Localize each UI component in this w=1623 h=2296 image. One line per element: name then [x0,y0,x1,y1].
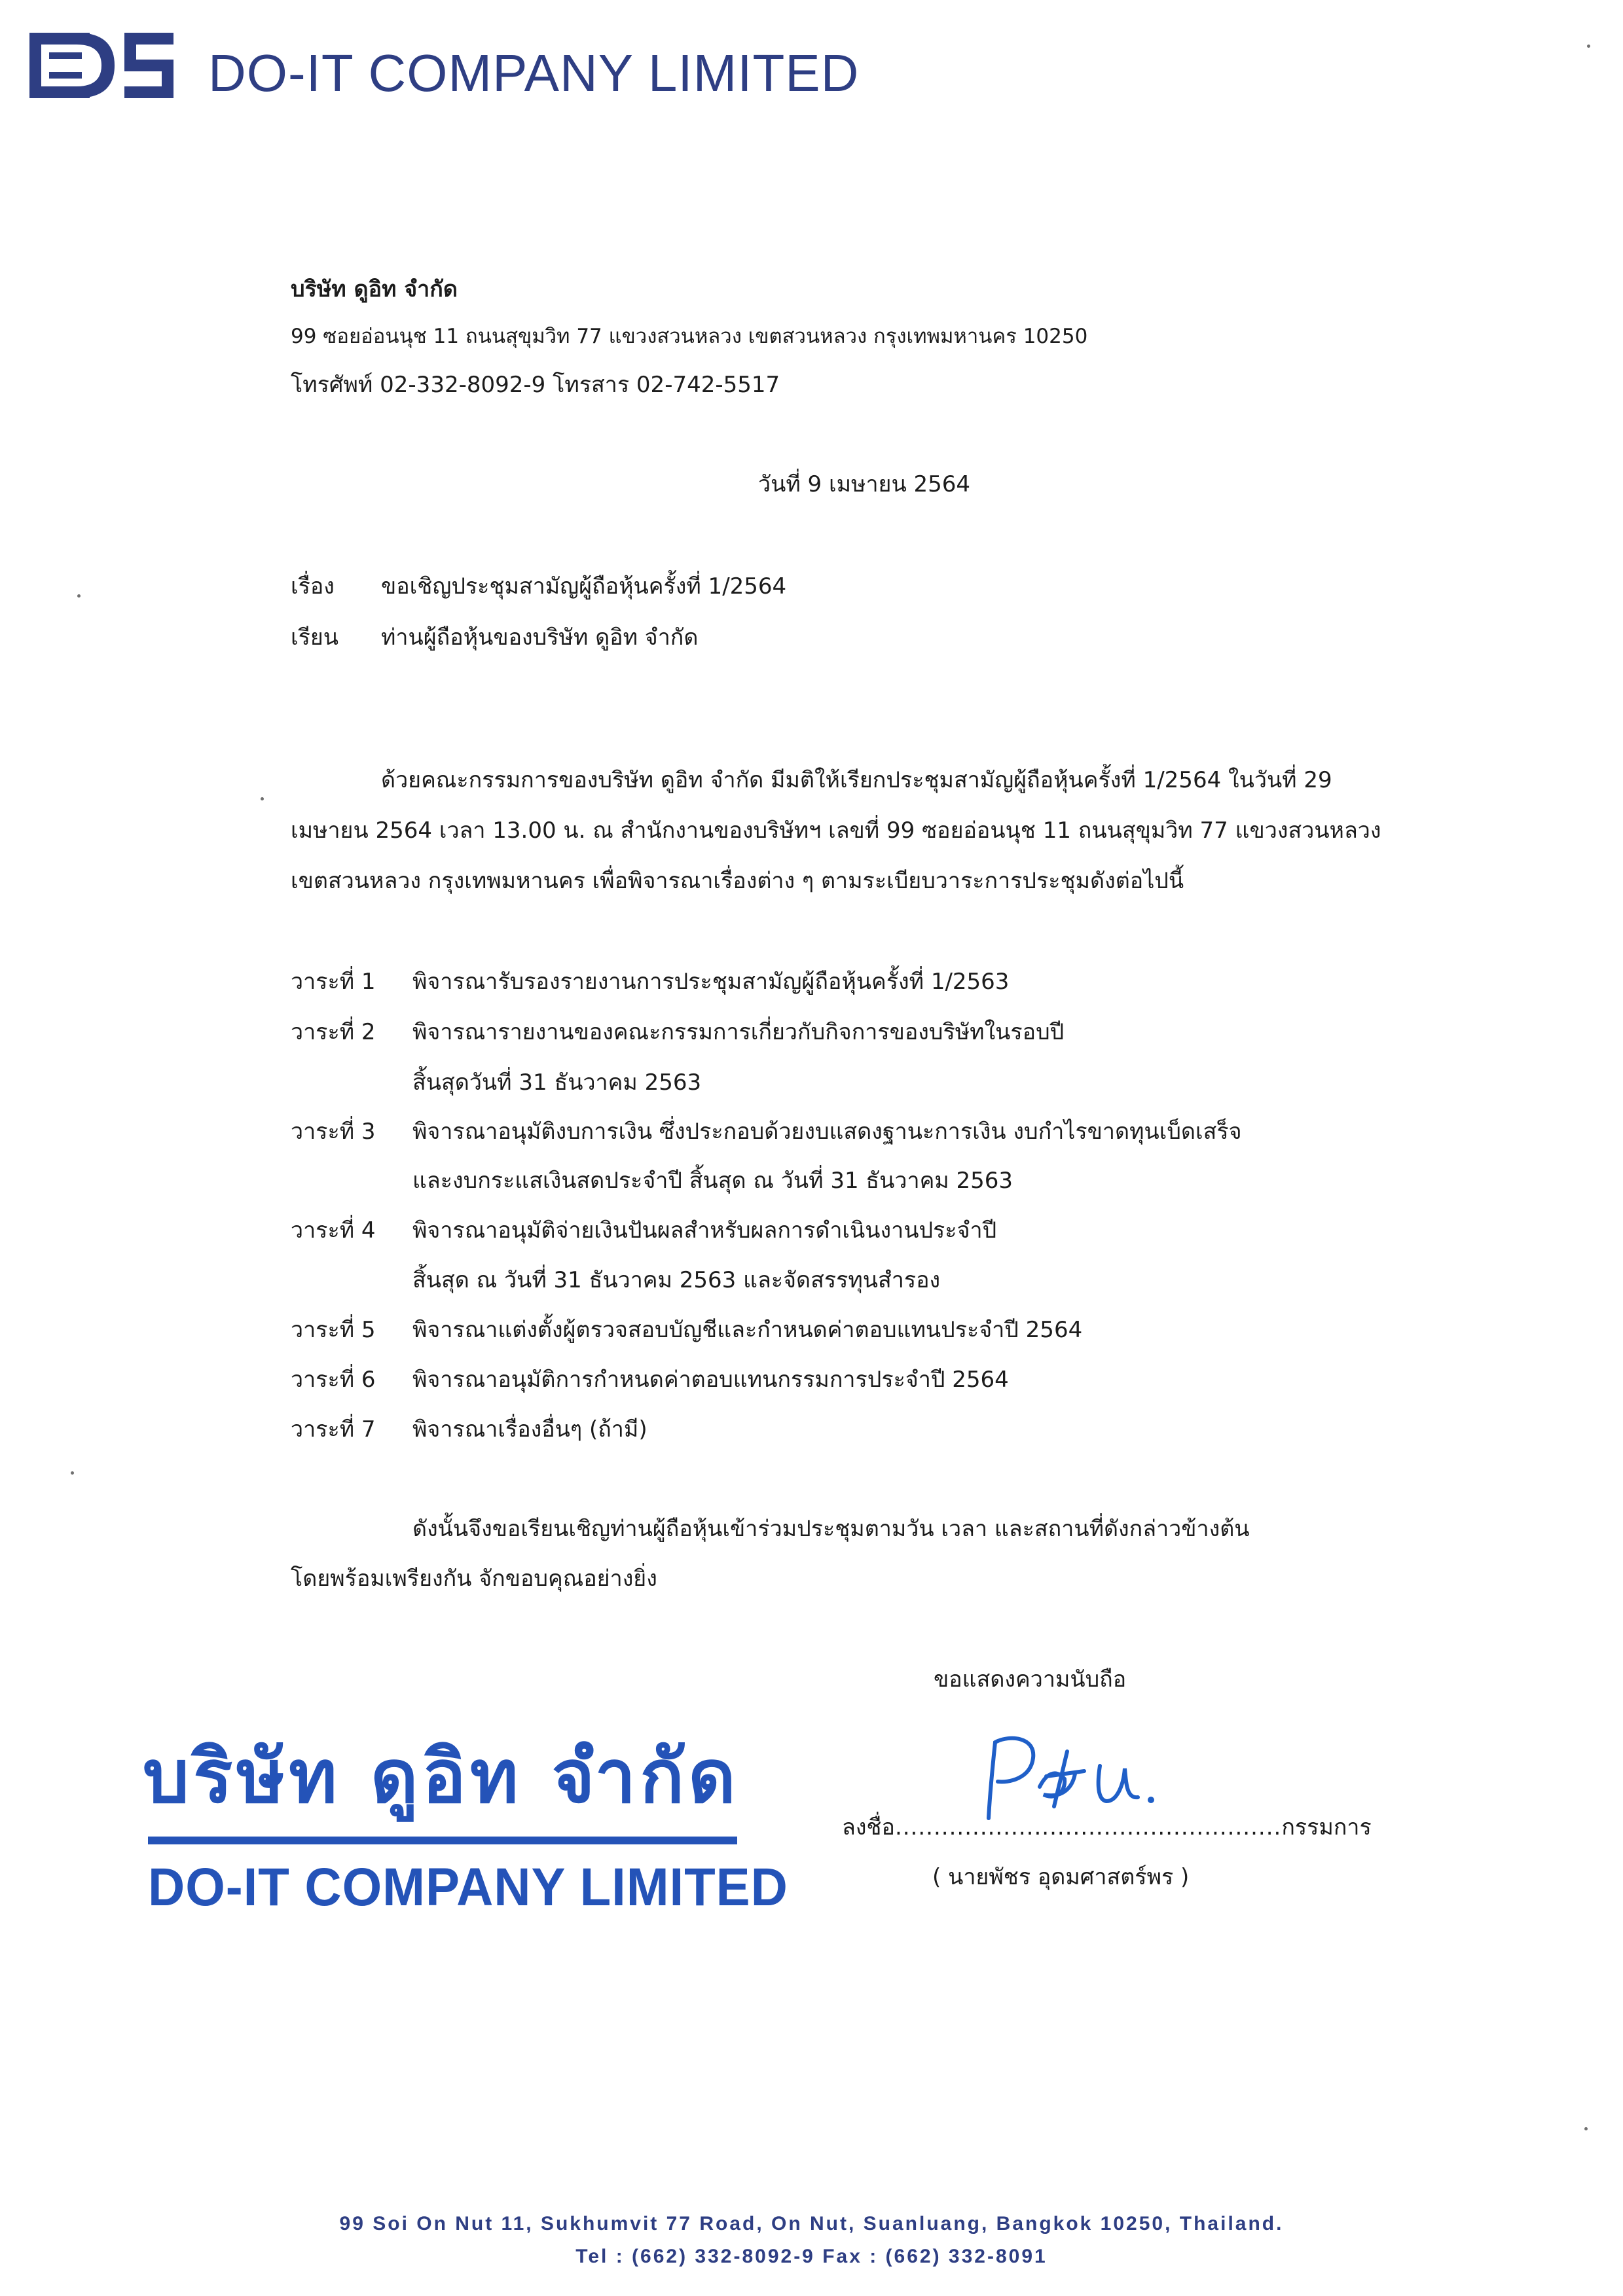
agenda-text: พิจารณาเรื่องอื่นๆ (ถ้ามี) [412,1416,647,1443]
agenda-label: วาระที่ 4 [291,1217,376,1244]
sign-label: ลงชื่อ [842,1814,895,1840]
sender-name: บริษัท ดูอิท จำกัด [291,276,458,302]
subject-label: เรื่อง [291,573,335,600]
signer-title: กรรมการ [1281,1814,1372,1840]
agenda-text: พิจารณารับรองรายงานการประชุมสามัญผู้ถือหุ้นครั้งที่ 1/2563 [412,969,1010,995]
agenda-label: วาระที่ 2 [291,1019,376,1045]
agenda-label: วาระที่ 5 [291,1317,376,1343]
closing-line: โดยพร้อมเพรียงกัน จักขอบคุณอย่างยิ่ง [291,1566,657,1592]
letter-date: วันที่ 9 เมษายน 2564 [758,471,971,497]
signature-dots: .................................................. [894,1814,1282,1840]
subject-text: ขอเชิญประชุมสามัญผู้ถือหุ้นครั้งที่ 1/2564 [381,573,787,600]
body-line: เมษายน 2564 เวลา 13.00 น. ณ สำนักงานของบริษัทฯ เลขที่ 99 ซอยอ่อนนุช 11 ถนนสุขุมวิท 77 แขวงสวนหลวง [291,817,1381,844]
stamp-divider [148,1837,737,1844]
signature-line [842,1813,1372,1842]
agenda-label: วาระที่ 3 [291,1119,376,1145]
stamp-name-thai: บริษัท ดูอิท จำกัด [143,1734,740,1820]
sender-phone: โทรศัพท์ 02-332-8092-9 โทรสาร 02-742-5517 [291,372,780,398]
agenda-text: สิ้นสุด ณ วันที่ 31 ธันวาคม 2563 และจัดสรรทุนสำรอง [412,1267,941,1293]
agenda-text: พิจารณารายงานของคณะกรรมการเกี่ยวกับกิจการของบริษัทในรอบปี [412,1019,1065,1045]
footer-address: 99 Soi On Nut 11, Sukhumvit 77 Road, On Nut, Suanluang, Bangkok 10250, Thailand. [339,2213,1284,2234]
stamp-name-english: DO-IT COMPANY LIMITED [148,1857,788,1917]
scan-speck [77,594,81,598]
agenda-text: พิจารณาแต่งตั้งผู้ตรวจสอบบัญชีและกำหนดค่าตอบแทนประจำปี 2564 [412,1317,1083,1343]
agenda-text: พิจารณาอนุมัติการกำหนดค่าตอบแทนกรรมการประจำปี 2564 [412,1367,1009,1393]
company-logo [29,33,173,98]
agenda-text: พิจารณาอนุมัติงบการเงิน ซึ่งประกอบด้วยงบแสดงฐานะการเงิน งบกำไรขาดทุนเบ็ดเสร็จ [412,1119,1242,1145]
company-stamp [143,1728,788,1937]
footer-contact: Tel : (662) 332-8092-9 Fax : (662) 332-8091 [575,2246,1048,2267]
agenda-label: วาระที่ 7 [291,1416,376,1443]
agenda-text: สิ้นสุดวันที่ 31 ธันวาคม 2563 [412,1069,702,1096]
scan-speck [1584,2127,1588,2130]
agenda-text: และงบกระแสเงินสดประจำปี สิ้นสุด ณ วันที่ 31 ธันวาคม 2563 [412,1168,1013,1194]
body-line: ด้วยคณะกรรมการของบริษัท ดูอิท จำกัด มีมติให้เรียกประชุมสามัญผู้ถือหุ้นครั้งที่ 1/2564 ในวันที่ 29 [381,767,1332,793]
signer-name: ( นายพัชร อุดมศาสตร์พร ) [932,1864,1190,1890]
letterhead-company-name: DO-IT COMPANY LIMITED [208,44,860,102]
recipient-label: เรียน [291,624,339,651]
agenda-text: พิจารณาอนุมัติจ่ายเงินปันผลสำหรับผลการดำเนินงานประจำปี [412,1217,997,1244]
body-line: เขตสวนหลวง กรุงเทพมหานคร เพื่อพิจารณาเรื่องต่าง ๆ ตามระเบียบวาระการประชุมดังต่อไปนี้ [291,868,1184,894]
scan-speck [1587,45,1590,48]
signoff: ขอแสดงความนับถือ [934,1666,1127,1693]
scan-speck [261,797,264,800]
recipient-text: ท่านผู้ถือหุ้นของบริษัท ดูอิท จำกัด [381,624,699,651]
agenda-label: วาระที่ 6 [291,1367,376,1393]
scan-speck [71,1471,74,1475]
agenda-label: วาระที่ 1 [291,969,376,995]
sender-address: 99 ซอยอ่อนนุช 11 ถนนสุขุมวิท 77 แขวงสวนหลวง เขตสวนหลวง กรุงเทพมหานคร 10250 [291,325,1088,348]
closing-line: ดังนั้นจึงขอเรียนเชิญท่านผู้ถือหุ้นเข้าร่วมประชุมตามวัน เวลา และสถานที่ดังกล่าวข้างต้น [412,1516,1250,1542]
